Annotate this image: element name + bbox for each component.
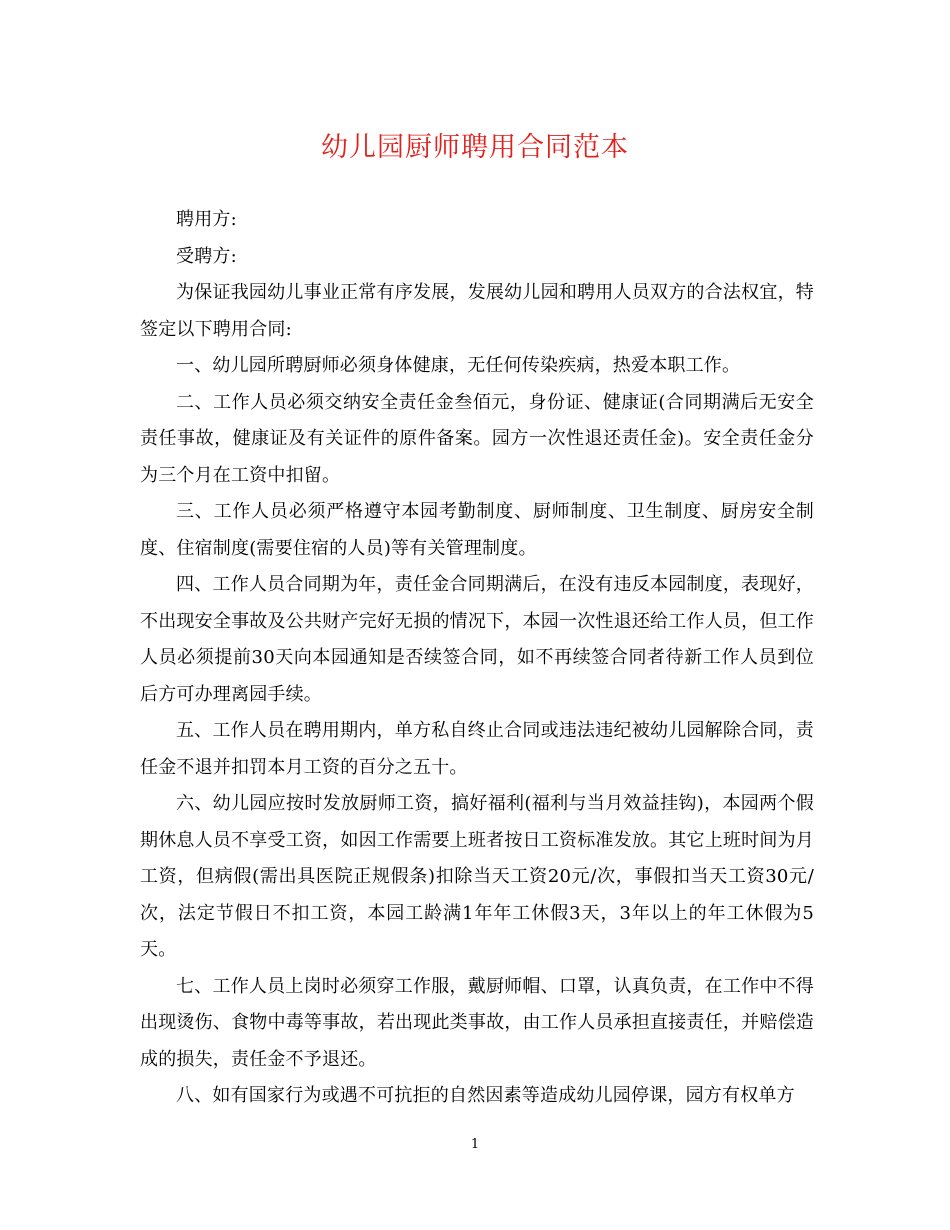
clause-5: 五、工作人员在聘用期内，单方私自终止合同或违法违纪被幼儿园解除合同，责任金不退并扣罚本月工资的百分之五十。 xyxy=(140,720,814,778)
clause-2: 二、工作人员必须交纳安全责任金叁佰元，身份证、健康证(合同期满后无安全责任事故，健康证及有关证件的原件备案。园方一次性退还责任金)。安全责任金分为三个月在工资中扣留。 xyxy=(140,391,814,486)
clause-7: 七、工作人员上岗时必须穿工作服，戴厨师帽、口罩，认真负责，在工作中不得出现烫伤、食物中毒等事故，若出现此类事故，由工作人员承担直接责任，并赔偿造成的损失，责任金不予退还。 xyxy=(140,975,814,1070)
clause-1: 一、幼儿园所聘厨师必须身体健康，无任何传染疾病，热爱本职工作。 xyxy=(176,355,741,376)
page-number: 1 xyxy=(470,1137,480,1152)
clause-6: 六、幼儿园应按时发放厨师工资，搞好福利(福利与当月效益挂钩)，本园两个假期休息人员不享受工资，如因工作需要上班者按日工资标准发放。其它上班时间为月工资，但病假(需出具医院正规假条)扣除当天工资20元/次，事假扣当天工资30元/次，法定节假日不扣工资，本园工龄满1年年工休假3天，3年以上的年工休假为5天。 xyxy=(140,793,814,960)
preamble-paragraph: 为保证我园幼儿事业正常有序发展，发展幼儿园和聘用人员双方的合法权宜，特签定以下聘用合同: xyxy=(140,282,814,340)
employer-line: 聘用方: xyxy=(176,209,237,230)
employee-line: 受聘方: xyxy=(176,245,237,267)
document-title: 幼儿园厨师聘用合同范本 xyxy=(321,132,629,163)
clause-4: 四、工作人员合同期为年，责任金合同期满后，在没有违反本园制度，表现好，不出现安全事故及公共财产完好无损的情况下，本园一次性退还给工作人员，但工作人员必须提前30天向本园通知是否续签合同，如不再续签合同者待新工作人员到位后方可办理离园手续。 xyxy=(140,574,814,705)
clause-3: 三、工作人员必须严格遵守本园考勤制度、厨师制度、卫生制度、厨房安全制度、住宿制度(需要住宿的人员)等有关管理制度。 xyxy=(140,501,814,559)
document-body xyxy=(140,202,814,1115)
clause-8: 八、如有国家行为或遇不可抗拒的自然因素等造成幼儿园停课，园方有权单方 xyxy=(176,1085,795,1106)
